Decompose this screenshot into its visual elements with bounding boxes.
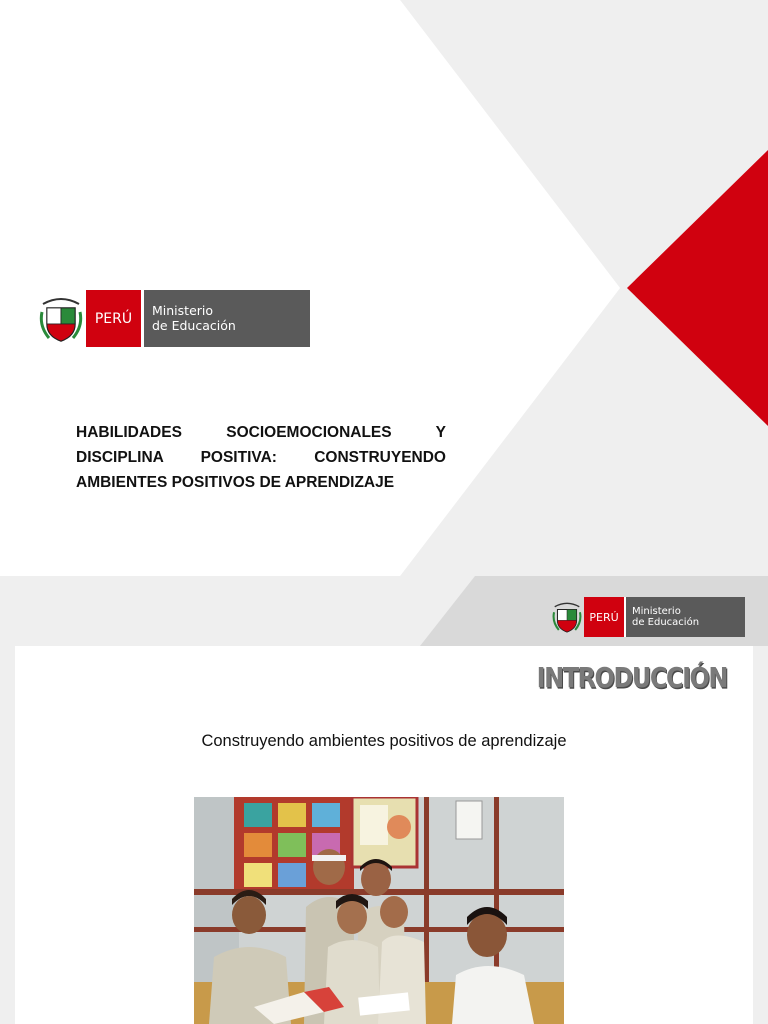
students-classroom-photo xyxy=(194,797,564,1024)
introduction-slide xyxy=(0,576,768,1024)
peru-label: PERÚ xyxy=(584,597,624,637)
peru-label: PERÚ xyxy=(86,290,141,347)
peru-crest-icon xyxy=(550,597,584,637)
section-subtitle: Construyendo ambientes positivos de aprendizaje xyxy=(201,732,567,750)
content-panel xyxy=(15,646,753,1024)
ministerio-label xyxy=(626,597,745,637)
section-heading: INTRODUCCIÓN xyxy=(536,661,727,695)
ministerio-line1: Ministerio xyxy=(152,303,214,319)
peru-crest-icon xyxy=(36,290,86,347)
ministerio-line2: de Educación xyxy=(632,617,700,628)
ministerio-line1: Ministerio xyxy=(632,605,681,617)
presentation-title: HABILIDADES SOCIOEMOCIONALES Y DISCIPLINA POSITIVA: CONSTRUYENDO AMBIENTES POSITIVOS DE APRENDIZAJE xyxy=(76,424,446,491)
minedu-logo xyxy=(36,290,310,347)
minedu-logo-small xyxy=(550,597,745,637)
ministerio-label xyxy=(144,290,310,347)
ministerio-line2: de Educación xyxy=(152,317,236,333)
